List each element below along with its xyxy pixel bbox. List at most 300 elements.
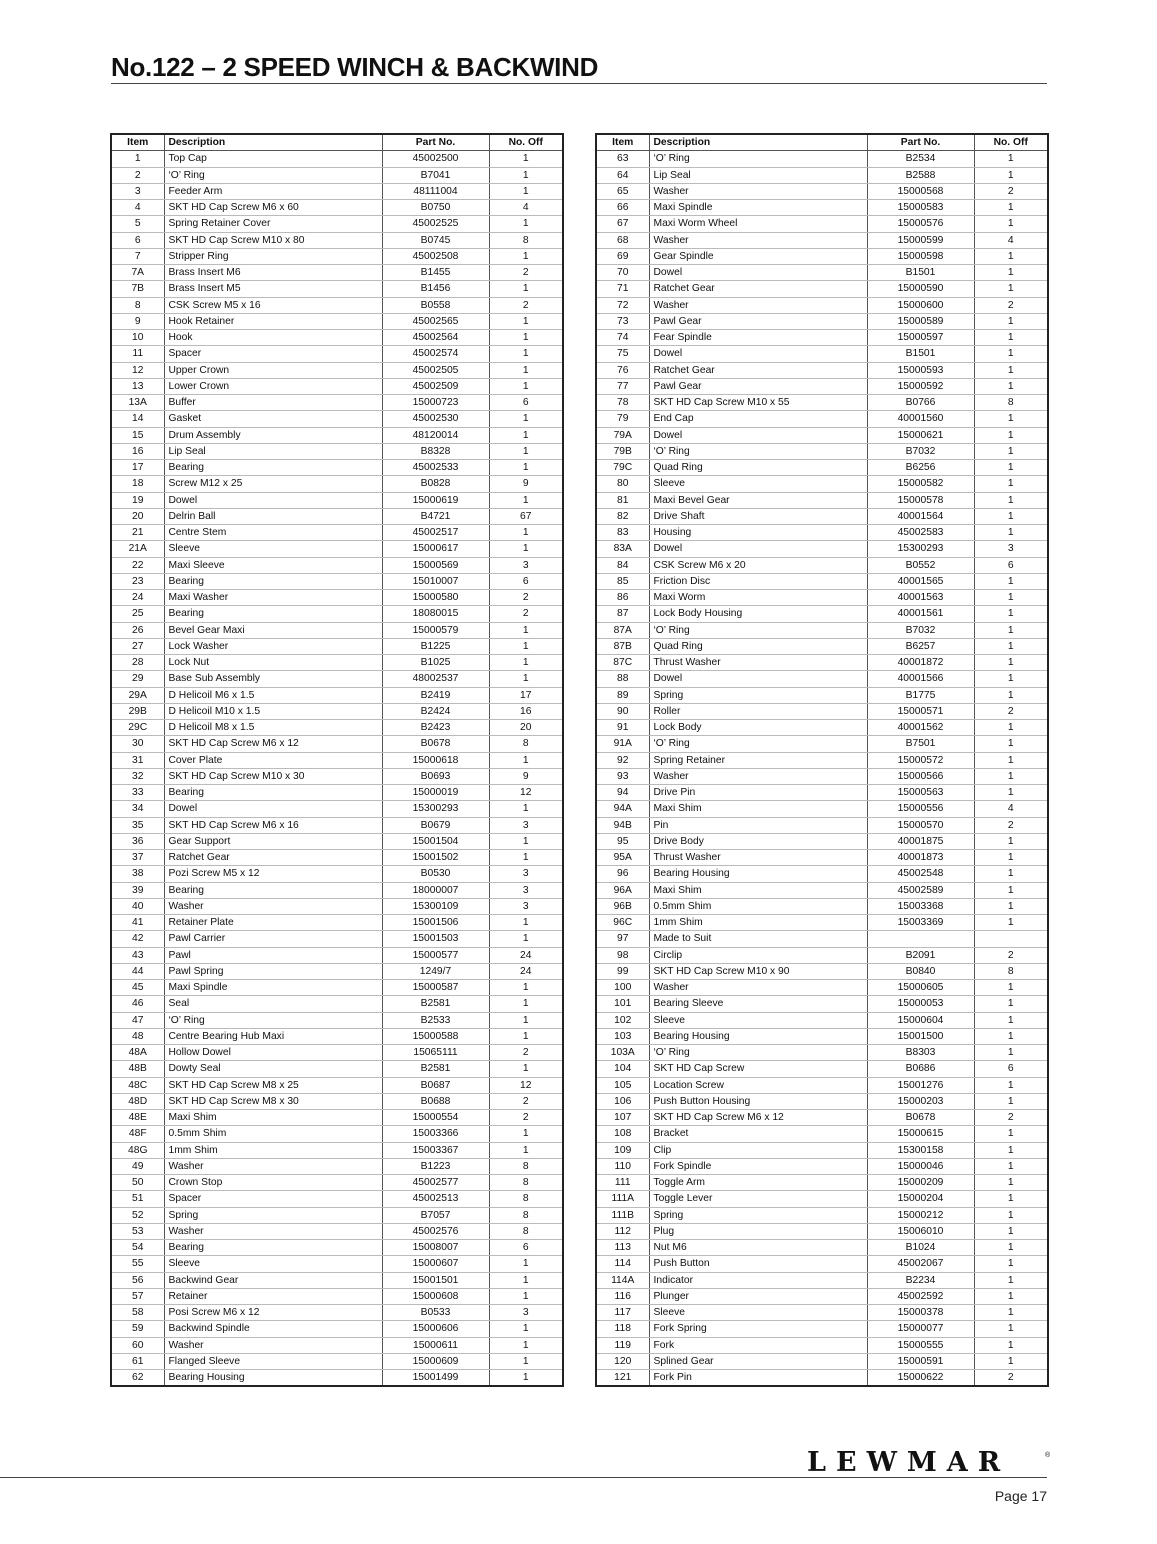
cell-item: 10 <box>111 330 164 346</box>
cell-no-off: 1 <box>489 362 563 378</box>
table-row <box>111 833 563 849</box>
cell-part-no: 40001873 <box>867 850 974 866</box>
cell-description: ‘O’ Ring <box>649 736 867 752</box>
cell-no-off: 2 <box>974 703 1048 719</box>
table-row <box>111 1353 563 1369</box>
cell-item: 70 <box>596 265 649 281</box>
cell-item: 39 <box>111 882 164 898</box>
table-row <box>111 1126 563 1142</box>
cell-no-off: 6 <box>489 1240 563 1256</box>
cell-description: Bearing <box>164 882 382 898</box>
page-number: Page 17 <box>994 1488 1047 1504</box>
cell-item: 48B <box>111 1061 164 1077</box>
table-row <box>111 931 563 947</box>
cell-part-no: B8303 <box>867 1045 974 1061</box>
cell-description: Flanged Sleeve <box>164 1353 382 1369</box>
column-header-description: Description <box>649 134 867 151</box>
table-row <box>111 557 563 573</box>
table-row <box>596 1126 1048 1142</box>
cell-item: 62 <box>111 1370 164 1387</box>
table-row <box>596 200 1048 216</box>
cell-no-off: 1 <box>489 378 563 394</box>
table-row <box>111 1110 563 1126</box>
cell-no-off: 2 <box>974 817 1048 833</box>
cell-item: 28 <box>111 655 164 671</box>
table-row <box>596 1110 1048 1126</box>
cell-no-off: 1 <box>974 281 1048 297</box>
cell-description: Lock Washer <box>164 638 382 654</box>
cell-no-off: 2 <box>974 297 1048 313</box>
cell-item: 29 <box>111 671 164 687</box>
cell-no-off: 2 <box>974 947 1048 963</box>
cell-part-no: B1223 <box>382 1158 489 1174</box>
cell-part-no: B0766 <box>867 395 974 411</box>
table-row <box>596 590 1048 606</box>
cell-item: 95A <box>596 850 649 866</box>
cell-no-off <box>974 931 1048 947</box>
cell-item: 48A <box>111 1045 164 1061</box>
cell-description: Screw M12 x 25 <box>164 476 382 492</box>
column-header-no-off: No. Off <box>974 134 1048 151</box>
cell-item: 15 <box>111 427 164 443</box>
cell-description: ‘O’ Ring <box>164 1012 382 1028</box>
cell-description: Top Cap <box>164 151 382 167</box>
cell-no-off: 8 <box>489 1175 563 1191</box>
cell-no-off: 1 <box>489 183 563 199</box>
table-row <box>111 850 563 866</box>
cell-no-off: 1 <box>489 167 563 183</box>
cell-item: 94B <box>596 817 649 833</box>
cell-part-no: B6256 <box>867 460 974 476</box>
cell-no-off: 1 <box>974 606 1048 622</box>
title-divider <box>111 83 1047 84</box>
cell-item: 48G <box>111 1142 164 1158</box>
table-header-row <box>111 134 563 151</box>
cell-part-no: 15000617 <box>382 541 489 557</box>
cell-item: 113 <box>596 1240 649 1256</box>
cell-description: Plunger <box>649 1288 867 1304</box>
table-row <box>596 232 1048 248</box>
cell-no-off: 1 <box>489 281 563 297</box>
table-row <box>596 1223 1048 1239</box>
table-row <box>111 378 563 394</box>
cell-no-off: 1 <box>974 362 1048 378</box>
cell-description: Drive Pin <box>649 785 867 801</box>
cell-item: 91A <box>596 736 649 752</box>
cell-description: ‘O’ Ring <box>649 443 867 459</box>
cell-item: 107 <box>596 1110 649 1126</box>
cell-part-no: 40001566 <box>867 671 974 687</box>
cell-description: SKT HD Cap Screw M8 x 25 <box>164 1077 382 1093</box>
cell-part-no: B1225 <box>382 638 489 654</box>
cell-item: 66 <box>596 200 649 216</box>
cell-item: 74 <box>596 330 649 346</box>
cell-item: 58 <box>111 1305 164 1321</box>
cell-no-off: 1 <box>974 785 1048 801</box>
cell-no-off: 1 <box>489 248 563 264</box>
cell-part-no: 45002548 <box>867 866 974 882</box>
cell-item: 103 <box>596 1028 649 1044</box>
table-row <box>111 1305 563 1321</box>
cell-part-no: B0552 <box>867 557 974 573</box>
cell-description: Feeder Arm <box>164 183 382 199</box>
column-header-item: Item <box>596 134 649 151</box>
cell-description: Washer <box>649 232 867 248</box>
cell-item: 120 <box>596 1353 649 1369</box>
cell-part-no: B2424 <box>382 703 489 719</box>
cell-no-off: 3 <box>489 866 563 882</box>
cell-description: Bearing <box>164 460 382 476</box>
table-row <box>596 1012 1048 1028</box>
cell-item: 111A <box>596 1191 649 1207</box>
cell-part-no: 15001506 <box>382 915 489 931</box>
cell-part-no: B7057 <box>382 1207 489 1223</box>
table-row <box>596 216 1048 232</box>
table-row <box>111 915 563 931</box>
cell-item: 88 <box>596 671 649 687</box>
table-row <box>596 752 1048 768</box>
cell-part-no: B7032 <box>867 443 974 459</box>
table-row <box>111 785 563 801</box>
cell-item: 8 <box>111 297 164 313</box>
cell-part-no: 40001562 <box>867 720 974 736</box>
cell-description: Backwind Spindle <box>164 1321 382 1337</box>
cell-description: Spring Retainer <box>649 752 867 768</box>
cell-part-no: B0530 <box>382 866 489 882</box>
cell-part-no <box>867 931 974 947</box>
cell-item: 44 <box>111 963 164 979</box>
cell-part-no: 15000077 <box>867 1321 974 1337</box>
cell-part-no: 45002505 <box>382 362 489 378</box>
table-row <box>111 476 563 492</box>
cell-no-off: 16 <box>489 703 563 719</box>
cell-part-no: 15000046 <box>867 1158 974 1174</box>
table-row <box>596 1305 1048 1321</box>
cell-item: 47 <box>111 1012 164 1028</box>
cell-description: D Helicoil M10 x 1.5 <box>164 703 382 719</box>
cell-no-off: 1 <box>489 330 563 346</box>
parts-table-right <box>595 133 1049 1387</box>
cell-no-off: 1 <box>974 915 1048 931</box>
cell-item: 69 <box>596 248 649 264</box>
cell-no-off: 1 <box>489 638 563 654</box>
cell-part-no: 15300293 <box>382 801 489 817</box>
cell-item: 87A <box>596 622 649 638</box>
cell-item: 119 <box>596 1337 649 1353</box>
cell-part-no: 15300293 <box>867 541 974 557</box>
table-row <box>111 1321 563 1337</box>
cell-no-off: 1 <box>974 752 1048 768</box>
table-row <box>596 492 1048 508</box>
table-row <box>596 1077 1048 1093</box>
cell-no-off: 8 <box>489 1191 563 1207</box>
table-row <box>111 1093 563 1109</box>
cell-no-off: 1 <box>489 980 563 996</box>
cell-part-no: B2423 <box>382 720 489 736</box>
table-row <box>111 866 563 882</box>
table-row <box>596 768 1048 784</box>
table-row <box>596 638 1048 654</box>
cell-part-no: 15000378 <box>867 1305 974 1321</box>
table-row <box>596 541 1048 557</box>
cell-part-no: B8328 <box>382 443 489 459</box>
table-row <box>596 476 1048 492</box>
cell-description: ‘O’ Ring <box>649 151 867 167</box>
table-row <box>596 785 1048 801</box>
cell-description: Housing <box>649 525 867 541</box>
cell-item: 60 <box>111 1337 164 1353</box>
table-row <box>596 460 1048 476</box>
cell-description: Maxi Worm <box>649 590 867 606</box>
cell-no-off: 1 <box>489 1353 563 1369</box>
table-row <box>596 947 1048 963</box>
table-row <box>111 265 563 281</box>
cell-item: 110 <box>596 1158 649 1174</box>
cell-description: Fork Pin <box>649 1370 867 1387</box>
cell-no-off: 1 <box>489 151 563 167</box>
cell-part-no: 15065111 <box>382 1045 489 1061</box>
cell-item: 35 <box>111 817 164 833</box>
cell-no-off: 1 <box>974 996 1048 1012</box>
cell-part-no: 15000579 <box>382 622 489 638</box>
cell-description: Gasket <box>164 411 382 427</box>
table-row <box>111 525 563 541</box>
table-row <box>596 248 1048 264</box>
cell-part-no: B0688 <box>382 1093 489 1109</box>
table-row <box>596 183 1048 199</box>
table-row <box>596 817 1048 833</box>
cell-part-no: 15000554 <box>382 1110 489 1126</box>
cell-description: Pawl Gear <box>649 313 867 329</box>
cell-item: 50 <box>111 1175 164 1191</box>
cell-no-off: 1 <box>974 508 1048 524</box>
table-row <box>111 882 563 898</box>
table-row <box>111 622 563 638</box>
cell-part-no: 15000600 <box>867 297 974 313</box>
cell-item: 68 <box>596 232 649 248</box>
cell-description: CSK Screw M6 x 20 <box>649 557 867 573</box>
cell-no-off: 24 <box>489 963 563 979</box>
cell-description: Bevel Gear Maxi <box>164 622 382 638</box>
table-row <box>111 1175 563 1191</box>
table-row <box>596 866 1048 882</box>
cell-part-no: 45002583 <box>867 525 974 541</box>
column-header-no-off: No. Off <box>489 134 563 151</box>
table-row <box>111 183 563 199</box>
cell-item: 77 <box>596 378 649 394</box>
cell-no-off: 3 <box>489 817 563 833</box>
table-row <box>596 671 1048 687</box>
lewmar-logo: LEWMAR <box>807 1447 1011 1478</box>
cell-item: 81 <box>596 492 649 508</box>
cell-no-off: 1 <box>974 833 1048 849</box>
cell-item: 23 <box>111 573 164 589</box>
cell-description: Lock Body <box>649 720 867 736</box>
table-row <box>111 151 563 167</box>
table-row <box>596 151 1048 167</box>
cell-part-no: B1456 <box>382 281 489 297</box>
cell-no-off: 4 <box>974 801 1048 817</box>
cell-item: 7 <box>111 248 164 264</box>
table-row <box>111 216 563 232</box>
cell-description: Retainer <box>164 1288 382 1304</box>
cell-description: Base Sub Assembly <box>164 671 382 687</box>
cell-no-off: 1 <box>974 1093 1048 1109</box>
cell-no-off: 1 <box>489 1028 563 1044</box>
cell-part-no: B6257 <box>867 638 974 654</box>
table-row <box>111 638 563 654</box>
cell-description: Washer <box>649 183 867 199</box>
cell-part-no: 15000053 <box>867 996 974 1012</box>
cell-part-no: 15000606 <box>382 1321 489 1337</box>
cell-description: Fork Spindle <box>649 1158 867 1174</box>
cell-part-no: B7041 <box>382 167 489 183</box>
cell-part-no: 45002564 <box>382 330 489 346</box>
table-row <box>111 947 563 963</box>
cell-description: Spring <box>649 687 867 703</box>
table-row <box>596 1028 1048 1044</box>
cell-description: Fork <box>649 1337 867 1353</box>
cell-part-no: B2419 <box>382 687 489 703</box>
cell-part-no: B0679 <box>382 817 489 833</box>
column-header-item: Item <box>111 134 164 151</box>
cell-part-no: 15001276 <box>867 1077 974 1093</box>
cell-part-no: 45002500 <box>382 151 489 167</box>
table-row <box>596 996 1048 1012</box>
table-row <box>111 1370 563 1387</box>
cell-item: 103A <box>596 1045 649 1061</box>
cell-part-no: 15000570 <box>867 817 974 833</box>
cell-part-no: 40001564 <box>867 508 974 524</box>
cell-part-no: B2581 <box>382 996 489 1012</box>
cell-part-no: B0840 <box>867 963 974 979</box>
cell-no-off: 6 <box>974 557 1048 573</box>
cell-part-no: 15000597 <box>867 330 974 346</box>
cell-item: 52 <box>111 1207 164 1223</box>
cell-no-off: 8 <box>489 1223 563 1239</box>
cell-item: 67 <box>596 216 649 232</box>
table-row <box>596 980 1048 996</box>
cell-description: Bearing Sleeve <box>649 996 867 1012</box>
cell-part-no: 15000563 <box>867 785 974 801</box>
cell-part-no: 45002589 <box>867 882 974 898</box>
cell-item: 106 <box>596 1093 649 1109</box>
cell-part-no: 15003369 <box>867 915 974 931</box>
cell-item: 37 <box>111 850 164 866</box>
cell-description: D Helicoil M8 x 1.5 <box>164 720 382 736</box>
cell-item: 85 <box>596 573 649 589</box>
cell-description: Buffer <box>164 395 382 411</box>
cell-part-no: 15001499 <box>382 1370 489 1387</box>
cell-no-off: 1 <box>489 492 563 508</box>
cell-item: 79 <box>596 411 649 427</box>
table-row <box>111 606 563 622</box>
cell-no-off: 3 <box>489 557 563 573</box>
cell-item: 30 <box>111 736 164 752</box>
table-row <box>111 980 563 996</box>
cell-description: SKT HD Cap Screw M6 x 12 <box>164 736 382 752</box>
cell-item: 61 <box>111 1353 164 1369</box>
cell-no-off: 1 <box>974 1353 1048 1369</box>
table-row <box>111 1191 563 1207</box>
cell-no-off: 1 <box>974 1288 1048 1304</box>
cell-description: Drive Body <box>649 833 867 849</box>
cell-part-no: 45002530 <box>382 411 489 427</box>
cell-no-off: 6 <box>974 1061 1048 1077</box>
cell-part-no: 48111004 <box>382 183 489 199</box>
cell-item: 57 <box>111 1288 164 1304</box>
cell-item: 116 <box>596 1288 649 1304</box>
cell-item: 94 <box>596 785 649 801</box>
cell-description: End Cap <box>649 411 867 427</box>
table-row <box>111 736 563 752</box>
cell-part-no: B1501 <box>867 265 974 281</box>
cell-item: 117 <box>596 1305 649 1321</box>
cell-item: 80 <box>596 476 649 492</box>
cell-part-no: 15000582 <box>867 476 974 492</box>
cell-description: Roller <box>649 703 867 719</box>
cell-item: 49 <box>111 1158 164 1174</box>
cell-no-off: 1 <box>974 671 1048 687</box>
table-row <box>111 541 563 557</box>
cell-no-off: 1 <box>974 622 1048 638</box>
cell-description: Lock Body Housing <box>649 606 867 622</box>
table-row <box>596 622 1048 638</box>
table-row <box>111 1207 563 1223</box>
table-row <box>596 850 1048 866</box>
cell-description: Retainer Plate <box>164 915 382 931</box>
table-row <box>111 248 563 264</box>
cell-item: 56 <box>111 1272 164 1288</box>
cell-no-off: 1 <box>974 1142 1048 1158</box>
cell-description: Spring <box>164 1207 382 1223</box>
cell-description: Washer <box>164 1223 382 1239</box>
cell-description: ‘O’ Ring <box>649 1045 867 1061</box>
cell-part-no: 15000618 <box>382 752 489 768</box>
cell-description: Gear Support <box>164 833 382 849</box>
cell-part-no: 15001500 <box>867 1028 974 1044</box>
cell-item: 48F <box>111 1126 164 1142</box>
cell-part-no: 15000591 <box>867 1353 974 1369</box>
table-row <box>111 200 563 216</box>
cell-part-no: 15001504 <box>382 833 489 849</box>
cell-description: Pawl Carrier <box>164 931 382 947</box>
cell-item: 3 <box>111 183 164 199</box>
cell-no-off: 2 <box>489 1045 563 1061</box>
cell-description: Stripper Ring <box>164 248 382 264</box>
cell-item: 5 <box>111 216 164 232</box>
cell-no-off: 1 <box>974 1012 1048 1028</box>
cell-item: 86 <box>596 590 649 606</box>
cell-no-off: 1 <box>489 1126 563 1142</box>
cell-part-no: 15000599 <box>867 232 974 248</box>
cell-part-no: B2533 <box>382 1012 489 1028</box>
table-row <box>596 1061 1048 1077</box>
cell-part-no: 15000615 <box>867 1126 974 1142</box>
cell-description: Ratchet Gear <box>649 362 867 378</box>
cell-part-no: 15000605 <box>867 980 974 996</box>
cell-no-off: 1 <box>974 1045 1048 1061</box>
cell-item: 9 <box>111 313 164 329</box>
cell-no-off: 1 <box>974 330 1048 346</box>
cell-description: SKT HD Cap Screw M10 x 55 <box>649 395 867 411</box>
cell-item: 4 <box>111 200 164 216</box>
cell-no-off: 1 <box>974 1272 1048 1288</box>
cell-part-no: 15001503 <box>382 931 489 947</box>
cell-description: Delrin Ball <box>164 508 382 524</box>
cell-no-off: 1 <box>974 313 1048 329</box>
cell-description: SKT HD Cap Screw M10 x 80 <box>164 232 382 248</box>
